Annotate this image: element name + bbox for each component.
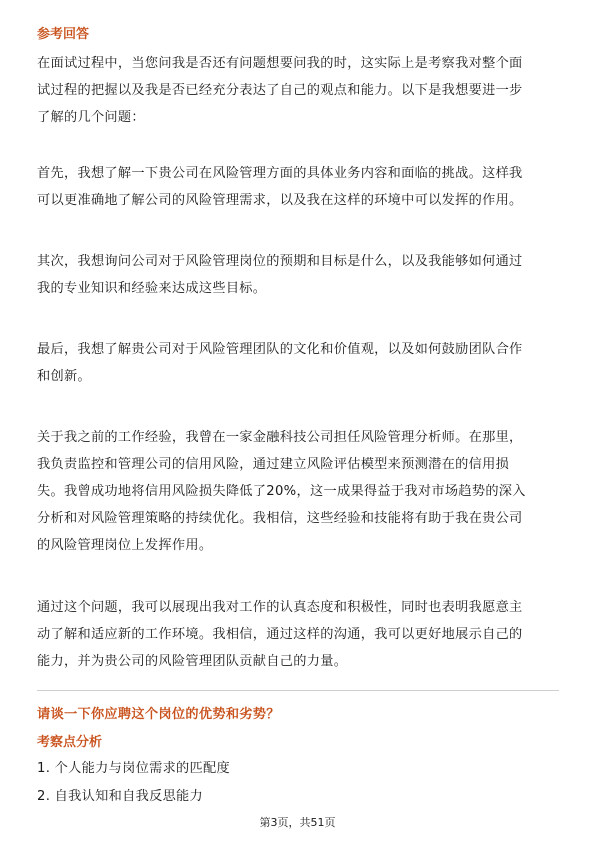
paragraph-second [37, 248, 559, 302]
paragraph-line: 我负责监控和管理公司的信用风险，通过建立风险评估模型来预测潜在的信用损 [37, 457, 510, 472]
page-number: 第3页，共51页 [259, 816, 336, 829]
analysis-heading: 考察点分析 [37, 735, 103, 750]
section-divider [37, 690, 559, 691]
paragraph-line: 可以更准确地了解公司的风险管理需求，以及我在这样的环境中可以发挥的作用。 [37, 193, 523, 208]
paragraph-intro [37, 50, 559, 131]
paragraph-line: 动了解和适应新的工作环境。我相信，通过这样的沟通，我可以更好地展示自己的 [37, 627, 523, 642]
paragraph-line: 能力，并为贵公司的风险管理团队贡献自己的力量。 [37, 654, 348, 669]
paragraph-line: 在面试过程中，当您问我是否还有问题想要问我的时，这实际上是考察我对整个面 [37, 56, 523, 71]
paragraph-experience [37, 424, 559, 559]
paragraph-line: 首先，我想了解一下贵公司在风险管理方面的具体业务内容和面临的挑战。这样我 [37, 166, 523, 181]
question-heading: 请谈一下你应聘这个岗位的优势和劣势？ [37, 707, 280, 722]
paragraph-line: 的风险管理岗位上发挥作用。 [37, 538, 213, 553]
paragraph-line: 最后，我想了解贵公司对于风险管理团队的文化和价值观，以及如何鼓励团队合作 [37, 342, 523, 357]
answer-heading: 参考回答 [37, 27, 90, 42]
paragraph-line: 试过程的把握以及我是否已经充分表达了自己的观点和能力。以下是我想要进一步 [37, 83, 523, 98]
paragraph-line: 通过这个问题，我可以展现出我对工作的认真态度和积极性，同时也表明我愿意主 [37, 600, 523, 615]
paragraph-line: 了解的几个问题： [37, 110, 145, 125]
paragraph-line: 失。我曾成功地将信用风险损失降低了20%，这一成果得益于我对市场趋势的深入 [37, 484, 526, 499]
paragraph-last [37, 336, 559, 390]
analysis-item: 2. 自我认知和自我反思能力 [37, 789, 204, 804]
paragraph-first [37, 160, 559, 214]
paragraph-conclusion [37, 594, 559, 675]
paragraph-line: 其次，我想询问公司对于风险管理岗位的预期和目标是什么，以及我能够如何通过 [37, 254, 523, 269]
paragraph-line: 分析和对风险管理策略的持续优化。我相信，这些经验和技能将有助于我在贵公司 [37, 511, 523, 526]
paragraph-line: 我的专业知识和经验来达成这些目标。 [37, 281, 267, 296]
paragraph-line: 和创新。 [37, 369, 91, 384]
analysis-item: 1. 个人能力与岗位需求的匹配度 [37, 761, 231, 776]
paragraph-line: 关于我之前的工作经验，我曾在一家金融科技公司担任风险管理分析师。在那里， [37, 430, 523, 445]
